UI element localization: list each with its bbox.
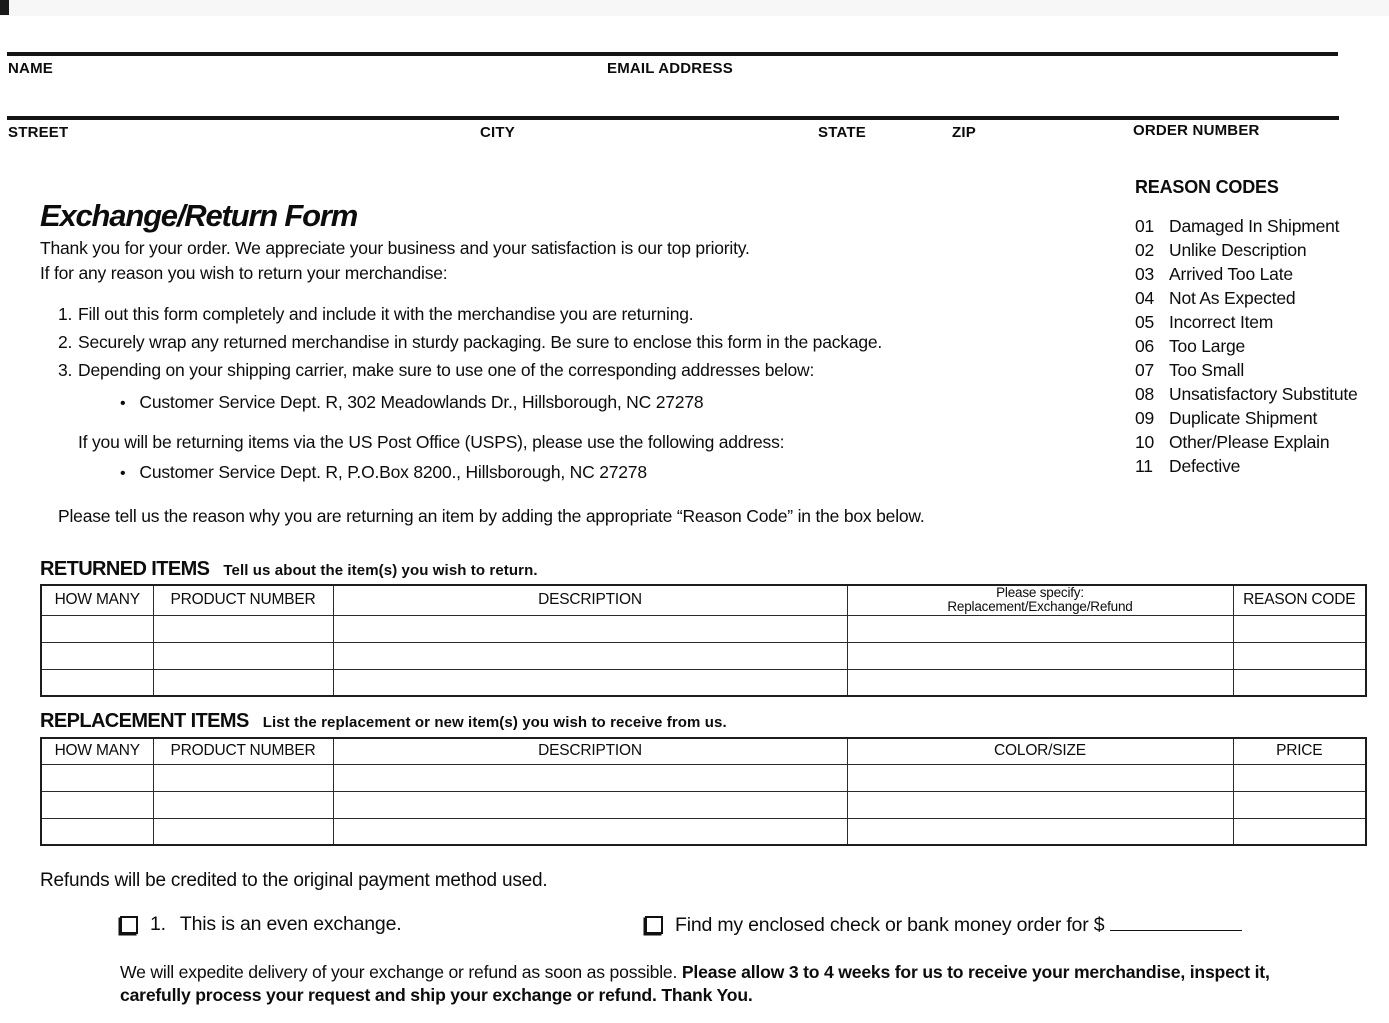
reason-code-number: 03 — [1135, 264, 1155, 284]
col-header-reason-code: REASON CODE — [1233, 585, 1366, 615]
city-label: CITY — [480, 124, 515, 141]
intro-line-1: Thank you for your order. We appreciate your business and your satisfaction is our top priority. — [40, 238, 750, 258]
reason-code-label: Not As Expected — [1169, 288, 1296, 308]
step-text: Fill out this form completely and include it with the merchandise you are returning. — [78, 304, 694, 324]
reason-code-number: 04 — [1135, 288, 1155, 308]
instruction-step-2 — [58, 332, 882, 353]
reason-code-item — [1135, 406, 1389, 430]
cell-how-many[interactable] — [41, 615, 153, 642]
table-row — [41, 642, 1366, 669]
returned-items-heading — [40, 558, 538, 581]
usps-note: If you will be returning items via the US Post Office (USPS), please use the following address: — [78, 432, 785, 452]
page-title: Exchange/Return Form — [40, 198, 358, 233]
usps-address-bullet — [120, 462, 647, 483]
returned-items-title: RETURNED ITEMS — [40, 558, 210, 580]
cell-how-many[interactable] — [41, 764, 153, 791]
step-text: Depending on your shipping carrier, make sure to use one of the corresponding addresses below: — [78, 360, 815, 380]
reason-code-item — [1135, 238, 1389, 262]
name-field[interactable] — [7, 8, 597, 50]
cell-product-number[interactable] — [153, 669, 333, 696]
instruction-step-1 — [58, 304, 693, 325]
intro-line-2: If for any reason you wish to return your merchandise: — [40, 263, 448, 283]
reason-code-number: 02 — [1135, 240, 1155, 260]
reason-code-number: 08 — [1135, 384, 1155, 404]
bullet-icon: • — [120, 465, 126, 482]
cell-reason-code[interactable] — [1233, 669, 1366, 696]
col-header-please-specify — [847, 585, 1233, 615]
cell-color-size[interactable] — [847, 764, 1233, 791]
reason-code-label: Unsatisfactory Substitute — [1169, 384, 1358, 404]
enclosed-check-option — [645, 913, 1242, 937]
cell-product-number[interactable] — [153, 764, 333, 791]
table-row — [41, 791, 1366, 818]
cell-specify[interactable] — [847, 615, 1233, 642]
cell-how-many[interactable] — [41, 642, 153, 669]
cell-price[interactable] — [1233, 764, 1366, 791]
cell-product-number[interactable] — [153, 642, 333, 669]
name-label: NAME — [8, 60, 53, 77]
reason-code-label: Defective — [1169, 456, 1241, 476]
cell-specify[interactable] — [847, 669, 1233, 696]
amount-input-line[interactable] — [1110, 913, 1242, 931]
bullet-icon: • — [120, 395, 126, 412]
cell-description[interactable] — [333, 791, 847, 818]
reason-code-number: 01 — [1135, 216, 1155, 236]
email-address-label: EMAIL ADDRESS — [607, 60, 733, 77]
reason-codes-panel — [1135, 177, 1389, 478]
cell-product-number[interactable] — [153, 791, 333, 818]
city-field[interactable] — [480, 80, 810, 114]
step-number: 2. — [58, 332, 73, 352]
reason-code-item — [1135, 286, 1389, 310]
returned-items-subtitle: Tell us about the item(s) you wish to return. — [223, 562, 538, 579]
reason-code-label: Too Small — [1169, 360, 1245, 380]
table-row — [41, 669, 1366, 696]
reason-code-label: Other/Please Explain — [1169, 432, 1330, 452]
reason-code-item — [1135, 358, 1389, 382]
name-email-rule — [7, 52, 1338, 56]
cell-description[interactable] — [333, 764, 847, 791]
reason-code-item — [1135, 334, 1389, 358]
footer-paragraph — [120, 961, 1300, 1007]
reason-code-item — [1135, 382, 1389, 406]
replacement-items-heading — [40, 710, 727, 733]
street-field[interactable] — [7, 80, 467, 114]
table-row — [41, 615, 1366, 642]
zip-label: ZIP — [952, 124, 976, 141]
reason-code-number: 07 — [1135, 360, 1155, 380]
step-number: 3. — [58, 360, 73, 380]
col-header-color-size: COLOR/SIZE — [847, 738, 1233, 764]
cell-color-size[interactable] — [847, 818, 1233, 845]
col-header-product-number: PRODUCT NUMBER — [153, 738, 333, 764]
cell-description[interactable] — [333, 642, 847, 669]
usps-address: Customer Service Dept. R, P.O.Box 8200., Hillsborough, NC 27278 — [139, 462, 647, 482]
enclosed-check-checkbox[interactable] — [645, 916, 663, 934]
cell-color-size[interactable] — [847, 791, 1233, 818]
replacement-items-title: REPLACEMENT ITEMS — [40, 710, 249, 732]
state-field[interactable] — [818, 80, 943, 114]
reason-code-label: Duplicate Shipment — [1169, 408, 1318, 428]
cell-product-number[interactable] — [153, 818, 333, 845]
carrier-address: Customer Service Dept. R, 302 Meadowlands Dr., Hillsborough, NC 27278 — [139, 392, 704, 412]
cell-how-many[interactable] — [41, 791, 153, 818]
replacement-items-subtitle: List the replacement or new item(s) you wish to receive from us. — [262, 714, 727, 731]
option-number: 1. — [150, 913, 166, 935]
cell-price[interactable] — [1233, 791, 1366, 818]
order-number-field[interactable] — [1133, 140, 1365, 170]
even-exchange-checkbox[interactable] — [120, 916, 138, 934]
reason-code-label: Too Large — [1169, 336, 1246, 356]
instruction-step-3 — [58, 360, 814, 381]
cell-price[interactable] — [1233, 818, 1366, 845]
table-row — [41, 764, 1366, 791]
reason-code-label: Incorrect Item — [1169, 312, 1274, 332]
col-header-description: DESCRIPTION — [333, 738, 847, 764]
cell-reason-code[interactable] — [1233, 642, 1366, 669]
enclosed-check-label: Find my enclosed check or bank money order for $ — [675, 913, 1105, 936]
email-field[interactable] — [607, 8, 1307, 50]
even-exchange-option — [120, 913, 401, 936]
reason-code-number: 11 — [1135, 456, 1153, 476]
table-row — [41, 818, 1366, 845]
reason-code-number: 05 — [1135, 312, 1155, 332]
reason-code-item — [1135, 454, 1389, 478]
step-number: 1. — [58, 304, 73, 324]
street-city-rule — [7, 116, 1339, 120]
col-header-price: PRICE — [1233, 738, 1366, 764]
cell-how-many[interactable] — [41, 818, 153, 845]
returned-items-table — [40, 584, 1367, 697]
cell-specify[interactable] — [847, 642, 1233, 669]
cell-product-number[interactable] — [153, 615, 333, 642]
street-label: STREET — [8, 124, 69, 141]
please-specify-line2: Replacement/Exchange/Refund — [947, 599, 1133, 615]
cell-how-many[interactable] — [41, 669, 153, 696]
state-label: STATE — [818, 124, 866, 141]
reason-code-number: 06 — [1135, 336, 1155, 356]
reason-code-item — [1135, 262, 1389, 286]
step-text: Securely wrap any returned merchandise in sturdy packaging. Be sure to enclose this form in the package. — [78, 332, 883, 352]
cell-description[interactable] — [333, 818, 847, 845]
even-exchange-label: This is an even exchange. — [179, 913, 402, 935]
reason-codes-title: REASON CODES — [1135, 177, 1279, 197]
reason-code-number: 09 — [1135, 408, 1155, 428]
carrier-address-bullet — [120, 392, 703, 413]
cell-description[interactable] — [333, 615, 847, 642]
order-number-label: ORDER NUMBER — [1133, 122, 1260, 139]
reason-code-label: Arrived Too Late — [1169, 264, 1293, 284]
footer-bold-text: Please allow 3 to 4 weeks for us to receive your merchandise, inspect it, carefully process your request and ship your exchange or refund. Thank You. — [120, 962, 1270, 1005]
col-header-how-many: HOW MANY — [41, 585, 153, 615]
footer-normal-text: We will expedite delivery of your exchange or refund as soon as possible. — [120, 962, 682, 982]
refund-note: Refunds will be credited to the original payment method used. — [40, 870, 548, 891]
replacement-items-table — [40, 737, 1367, 846]
reason-code-number: 10 — [1135, 432, 1155, 452]
cell-reason-code[interactable] — [1233, 615, 1366, 642]
zip-field[interactable] — [952, 80, 1122, 114]
reason-code-note: Please tell us the reason why you are returning an item by adding the appropriate “Reason Code” in the box below. — [58, 506, 925, 526]
please-specify-line1: Please specify: — [996, 585, 1084, 601]
reason-code-label: Unlike Description — [1169, 240, 1307, 260]
reason-code-item — [1135, 430, 1389, 454]
cell-description[interactable] — [333, 669, 847, 696]
reason-code-item — [1135, 310, 1389, 334]
reason-code-label: Damaged In Shipment — [1169, 216, 1340, 236]
col-header-description: DESCRIPTION — [333, 585, 847, 615]
reason-code-item — [1135, 214, 1389, 238]
col-header-product-number: PRODUCT NUMBER — [153, 585, 333, 615]
col-header-how-many: HOW MANY — [41, 738, 153, 764]
